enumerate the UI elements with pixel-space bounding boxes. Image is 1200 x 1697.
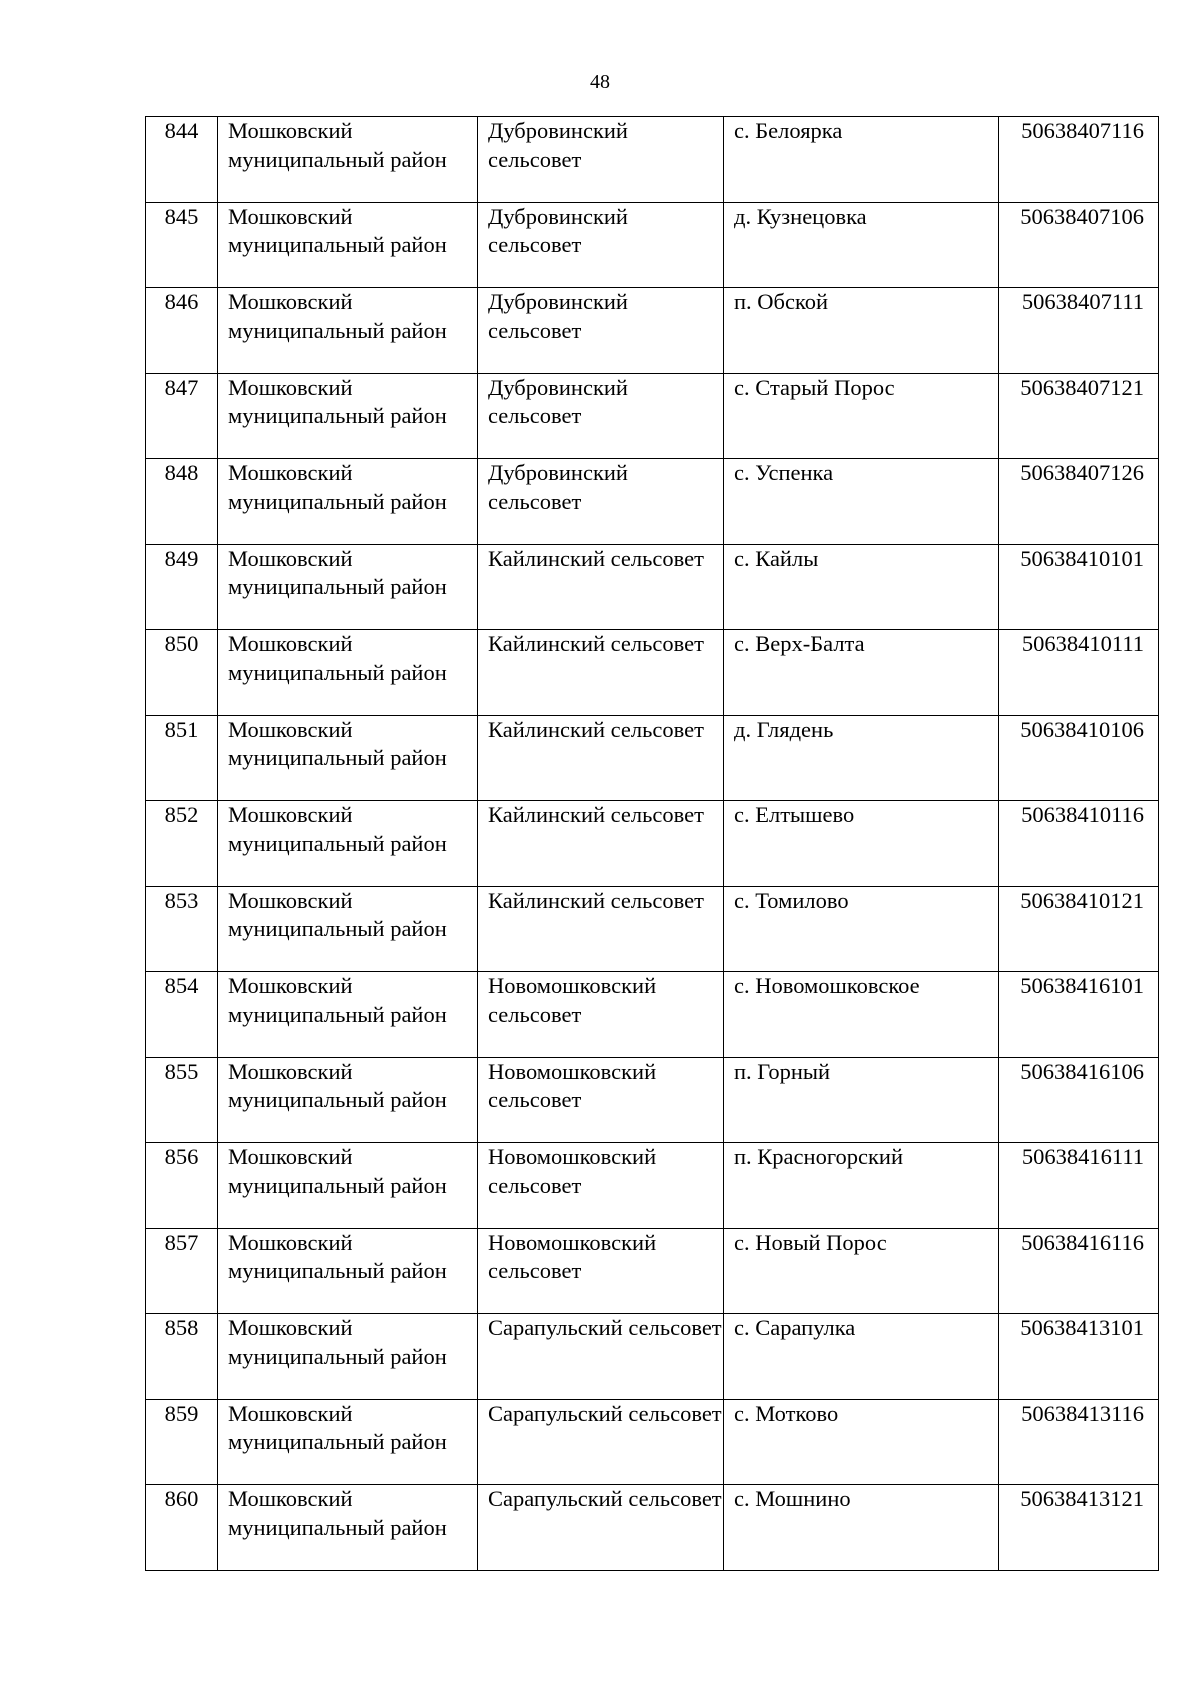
settlement-cell: с. Старый Порос	[724, 373, 999, 459]
row-number-cell: 848	[146, 459, 218, 545]
table-row	[146, 202, 1159, 288]
council-cell: Кайлинский сельсовет	[478, 630, 724, 716]
settlement-cell: п. Красногорский	[724, 1143, 999, 1229]
table-row	[146, 1143, 1159, 1229]
settlement-cell: п. Обской	[724, 288, 999, 374]
settlements-table	[145, 116, 1159, 1571]
settlement-cell: д. Кузнецовка	[724, 202, 999, 288]
page-number: 48	[590, 71, 610, 93]
table-row	[146, 1228, 1159, 1314]
table-row	[146, 1485, 1159, 1571]
table-row	[146, 1399, 1159, 1485]
district-cell: Мошковский муниципальный район	[218, 1485, 478, 1571]
oktmo-code-cell: 50638410101	[999, 544, 1159, 630]
settlement-cell: с. Верх-Балта	[724, 630, 999, 716]
council-cell: Новомошковский сельсовет	[478, 1228, 724, 1314]
settlement-cell: с. Успенка	[724, 459, 999, 545]
district-cell: Мошковский муниципальный район	[218, 972, 478, 1058]
row-number-cell: 859	[146, 1399, 218, 1485]
council-cell: Дубровинский сельсовет	[478, 459, 724, 545]
table-row	[146, 544, 1159, 630]
table-row	[146, 715, 1159, 801]
district-cell: Мошковский муниципальный район	[218, 373, 478, 459]
row-number-cell: 857	[146, 1228, 218, 1314]
row-number-cell: 853	[146, 886, 218, 972]
settlement-cell: с. Белоярка	[724, 117, 999, 203]
council-cell: Новомошковский сельсовет	[478, 1057, 724, 1143]
council-cell: Сарапульский сельсовет	[478, 1399, 724, 1485]
oktmo-code-cell: 50638407111	[999, 288, 1159, 374]
council-cell: Сарапульский сельсовет	[478, 1485, 724, 1571]
settlement-cell: с. Томилово	[724, 886, 999, 972]
row-number-cell: 860	[146, 1485, 218, 1571]
district-cell: Мошковский муниципальный район	[218, 544, 478, 630]
district-cell: Мошковский муниципальный район	[218, 801, 478, 887]
district-cell: Мошковский муниципальный район	[218, 117, 478, 203]
settlement-cell: с. Мошнино	[724, 1485, 999, 1571]
oktmo-code-cell: 50638407106	[999, 202, 1159, 288]
oktmo-code-cell: 50638407126	[999, 459, 1159, 545]
row-number-cell: 852	[146, 801, 218, 887]
district-cell: Мошковский муниципальный район	[218, 1228, 478, 1314]
council-cell: Новомошковский сельсовет	[478, 1143, 724, 1229]
oktmo-code-cell: 50638410111	[999, 630, 1159, 716]
council-cell: Кайлинский сельсовет	[478, 715, 724, 801]
settlement-cell: с. Кайлы	[724, 544, 999, 630]
row-number-cell: 856	[146, 1143, 218, 1229]
table-row	[146, 1314, 1159, 1400]
oktmo-code-cell: 50638410121	[999, 886, 1159, 972]
council-cell: Дубровинский сельсовет	[478, 202, 724, 288]
settlement-cell: с. Мотково	[724, 1399, 999, 1485]
oktmo-code-cell: 50638413121	[999, 1485, 1159, 1571]
council-cell: Новомошковский сельсовет	[478, 972, 724, 1058]
row-number-cell: 851	[146, 715, 218, 801]
council-cell: Дубровинский сельсовет	[478, 373, 724, 459]
table-row	[146, 1057, 1159, 1143]
oktmo-code-cell: 50638407116	[999, 117, 1159, 203]
table-row	[146, 630, 1159, 716]
oktmo-code-cell: 50638416116	[999, 1228, 1159, 1314]
settlement-cell: с. Новый Порос	[724, 1228, 999, 1314]
settlements-table-body	[146, 117, 1159, 1571]
council-cell: Кайлинский сельсовет	[478, 544, 724, 630]
council-cell: Кайлинский сельсовет	[478, 886, 724, 972]
district-cell: Мошковский муниципальный район	[218, 288, 478, 374]
row-number-cell: 844	[146, 117, 218, 203]
settlement-cell: с. Елтышево	[724, 801, 999, 887]
row-number-cell: 850	[146, 630, 218, 716]
district-cell: Мошковский муниципальный район	[218, 1143, 478, 1229]
table-row	[146, 288, 1159, 374]
row-number-cell: 854	[146, 972, 218, 1058]
table-row	[146, 373, 1159, 459]
oktmo-code-cell: 50638407121	[999, 373, 1159, 459]
settlement-cell: с. Сарапулка	[724, 1314, 999, 1400]
council-cell: Дубровинский сельсовет	[478, 288, 724, 374]
table-row	[146, 459, 1159, 545]
district-cell: Мошковский муниципальный район	[218, 715, 478, 801]
settlement-cell: д. Глядень	[724, 715, 999, 801]
row-number-cell: 855	[146, 1057, 218, 1143]
oktmo-code-cell: 50638410116	[999, 801, 1159, 887]
district-cell: Мошковский муниципальный район	[218, 1399, 478, 1485]
council-cell: Кайлинский сельсовет	[478, 801, 724, 887]
row-number-cell: 849	[146, 544, 218, 630]
table-row	[146, 972, 1159, 1058]
oktmo-code-cell: 50638416111	[999, 1143, 1159, 1229]
council-cell: Сарапульский сельсовет	[478, 1314, 724, 1400]
district-cell: Мошковский муниципальный район	[218, 459, 478, 545]
row-number-cell: 847	[146, 373, 218, 459]
row-number-cell: 845	[146, 202, 218, 288]
district-cell: Мошковский муниципальный район	[218, 1314, 478, 1400]
council-cell: Дубровинский сельсовет	[478, 117, 724, 203]
oktmo-code-cell: 50638413116	[999, 1399, 1159, 1485]
district-cell: Мошковский муниципальный район	[218, 886, 478, 972]
row-number-cell: 858	[146, 1314, 218, 1400]
settlement-cell: с. Новомошковское	[724, 972, 999, 1058]
district-cell: Мошковский муниципальный район	[218, 202, 478, 288]
district-cell: Мошковский муниципальный район	[218, 630, 478, 716]
table-row	[146, 886, 1159, 972]
row-number-cell: 846	[146, 288, 218, 374]
oktmo-code-cell: 50638416101	[999, 972, 1159, 1058]
oktmo-code-cell: 50638413101	[999, 1314, 1159, 1400]
table-row	[146, 801, 1159, 887]
district-cell: Мошковский муниципальный район	[218, 1057, 478, 1143]
settlement-cell: п. Горный	[724, 1057, 999, 1143]
oktmo-code-cell: 50638410106	[999, 715, 1159, 801]
oktmo-code-cell: 50638416106	[999, 1057, 1159, 1143]
table-row	[146, 117, 1159, 203]
